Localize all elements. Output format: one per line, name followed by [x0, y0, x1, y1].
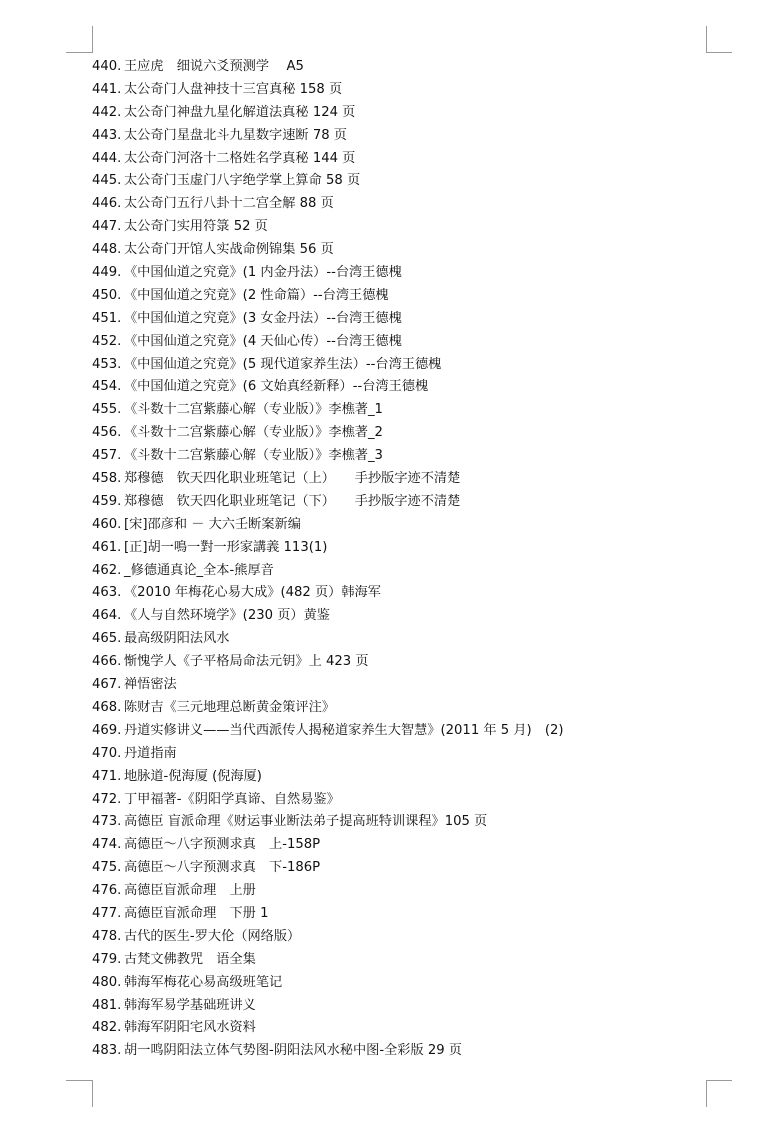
list-item [92, 102, 564, 125]
list-item [92, 995, 564, 1018]
list-item-text: 高德臣 盲派命理《财运事业断法弟子提高班特训课程》105 页 [124, 814, 488, 830]
list-item-number: 480. [92, 974, 122, 990]
list-item [92, 308, 564, 331]
list-item-number: 458. [92, 471, 122, 487]
list-item-text: 禅悟密法 [124, 677, 177, 693]
list-item [92, 560, 564, 583]
list-item-text: _修德通真论_全本-熊厚音 [124, 562, 274, 578]
list-item [92, 720, 564, 743]
list-item-number: 449. [92, 265, 122, 281]
list-item-text: 太公奇门实用符箓 52 页 [124, 219, 268, 235]
list-item-text: 《人与自然环境学》(230 页）黄鉴 [124, 608, 330, 624]
crop-mark-top-right-h [706, 52, 732, 53]
list-item-text: 太公奇门玉虚门八字绝学掌上算命 58 页 [124, 173, 361, 189]
list-item-text: 太公奇门河洛十二格姓名学真秘 144 页 [124, 150, 356, 166]
list-item-number: 442. [92, 104, 122, 120]
list-item-number: 454. [92, 379, 122, 395]
list-item-text: 胡一鸣阴阳法立体气势图-阴阳法风水秘中图-全彩版 29 页 [124, 1043, 462, 1059]
list-item [92, 56, 564, 79]
list-item-number: 461. [92, 539, 122, 555]
list-item-number: 446. [92, 196, 122, 212]
list-item-number: 445. [92, 173, 122, 189]
list-item-number: 473. [92, 814, 122, 830]
list-item [92, 148, 564, 171]
list-item-number: 467. [92, 677, 122, 693]
list-item-text: 丹道指南 [124, 745, 177, 761]
list-item [92, 628, 564, 651]
list-item-number: 472. [92, 791, 122, 807]
list-item-text: 惭愧学人《子平格局命法元钥》上 423 页 [124, 654, 369, 670]
list-item-text: 太公奇门星盘北斗九星数字速断 78 页 [124, 127, 347, 143]
list-item-number: 441. [92, 81, 122, 97]
list-item-text: 陈财吉《三元地理总断黄金策评注》 [124, 699, 335, 715]
list-item-number: 447. [92, 219, 122, 235]
list-item-text: 王应虎 细说六爻预测学 A5 [124, 59, 304, 74]
list-item-number: 448. [92, 242, 122, 258]
list-item-number: 466. [92, 654, 122, 670]
list-item-text: 《中国仙道之究竟》(2 性命篇）--台湾王德槐 [124, 287, 389, 303]
list-item [92, 331, 564, 354]
list-item-number: 462. [92, 562, 122, 578]
list-item-text: 《中国仙道之究竟》(3 女金丹法）--台湾王德槐 [124, 310, 402, 326]
list-item-number: 469. [92, 722, 122, 738]
list-item [92, 766, 564, 789]
list-item [92, 537, 564, 560]
list-item-number: 459. [92, 493, 122, 509]
list-item-number: 440. [92, 59, 122, 74]
list-item-number: 451. [92, 310, 122, 326]
list-item [92, 926, 564, 949]
list-item-number: 476. [92, 883, 122, 899]
list-item [92, 697, 564, 720]
list-item-text: 丹道实修讲义——当代西派传人揭秘道家养生大智慧》(2011 年 5 月) (2) [124, 722, 564, 738]
crop-mark-bottom-right-h [706, 1080, 732, 1081]
list-item-text: 高德臣～八字预测求真 上-158P [124, 837, 321, 853]
list-item [92, 491, 564, 514]
book-list [92, 56, 564, 1063]
list-item [92, 949, 564, 972]
list-item [92, 468, 564, 491]
list-item [92, 262, 564, 285]
list-item [92, 811, 564, 834]
list-item [92, 170, 564, 193]
list-item-text: 《斗数十二宫紫藤心解（专业版）》李樵著_3 [124, 448, 383, 464]
crop-mark-top-left-h [66, 52, 92, 53]
list-item [92, 743, 564, 766]
list-item-number: 444. [92, 150, 122, 166]
list-item-text: 太公奇门开馆人实战命例锦集 56 页 [124, 242, 334, 258]
list-item-text: 地脉道-倪海厦 (倪海厦) [124, 768, 262, 784]
list-item [92, 789, 564, 812]
list-item [92, 285, 564, 308]
list-item-text: 高德臣盲派命理 下册 1 [124, 905, 269, 921]
list-item-number: 464. [92, 608, 122, 624]
list-item-text: 郑穆德 钦天四化职业班笔记（上） 手抄版字迹不清楚 [124, 471, 461, 487]
list-item [92, 605, 564, 628]
crop-mark-bottom-left-h [66, 1080, 92, 1081]
list-item-text: 《斗数十二宫紫藤心解（专业版）》李樵著_1 [124, 402, 383, 418]
list-item [92, 903, 564, 926]
list-item-text: 高德臣～八字预测求真 下-186P [124, 860, 321, 876]
list-item-number: 452. [92, 333, 122, 349]
list-item-number: 479. [92, 951, 122, 967]
list-item [92, 880, 564, 903]
list-item [92, 834, 564, 857]
list-item [92, 582, 564, 605]
list-item-number: 471. [92, 768, 122, 784]
list-item-text: 《中国仙道之究竟》(4 天仙心传）--台湾王德槐 [124, 333, 402, 349]
list-item-number: 482. [92, 1020, 122, 1036]
list-item-text: 韩海军易学基础班讲义 [124, 997, 256, 1013]
list-item [92, 216, 564, 239]
list-item-number: 468. [92, 699, 122, 715]
list-item [92, 1017, 564, 1040]
crop-mark-top-right-v [706, 26, 707, 53]
list-item [92, 857, 564, 880]
list-item-text: 郑穆德 钦天四化职业班笔记（下） 手抄版字迹不清楚 [124, 493, 461, 509]
list-item [92, 399, 564, 422]
list-item [92, 972, 564, 995]
crop-mark-bottom-left-v [92, 1080, 93, 1107]
list-item-text: 最高级阴阳法风水 [124, 631, 230, 647]
crop-mark-bottom-right-v [706, 1080, 707, 1107]
list-item-number: 443. [92, 127, 122, 143]
list-item-text: [宋]邵彦和 － 大六壬断案新编 [124, 516, 301, 532]
list-item-text: 《中国仙道之究竟》(6 文始真经新释）--台湾王德槐 [124, 379, 429, 395]
list-item [92, 514, 564, 537]
list-item [92, 674, 564, 697]
list-item-number: 478. [92, 928, 122, 944]
list-item-number: 456. [92, 425, 122, 441]
list-item-number: 481. [92, 997, 122, 1013]
list-item [92, 239, 564, 262]
list-item [92, 1040, 564, 1063]
list-item-number: 450. [92, 287, 122, 303]
list-item-number: 474. [92, 837, 122, 853]
list-item [92, 125, 564, 148]
list-item-text: 韩海军阴阳宅风水资料 [124, 1020, 256, 1036]
list-item-number: 477. [92, 905, 122, 921]
list-item-number: 460. [92, 516, 122, 532]
list-item-number: 475. [92, 860, 122, 876]
list-item [92, 79, 564, 102]
list-item [92, 422, 564, 445]
crop-mark-top-left-v [92, 26, 93, 53]
list-item [92, 445, 564, 468]
list-item [92, 376, 564, 399]
list-item-number: 463. [92, 585, 122, 601]
list-item-text: 《中国仙道之究竟》(5 现代道家养生法）--台湾王德槐 [124, 356, 442, 372]
list-item-number: 455. [92, 402, 122, 418]
list-item-text: 《斗数十二宫紫藤心解（专业版）》李樵著_2 [124, 425, 383, 441]
list-item-text: 古代的医生-罗大伦（网络版） [124, 928, 301, 944]
list-item-text: 高德臣盲派命理 上册 [124, 883, 256, 899]
list-item-text: 丁甲福著-《阴阳学真谛、自然易鉴》 [124, 791, 340, 807]
list-item [92, 354, 564, 377]
list-item-text: 太公奇门人盘神技十三宫真秘 158 页 [124, 81, 343, 97]
list-item-text: 《中国仙道之究竟》(1 内金丹法）--台湾王德槐 [124, 265, 402, 281]
list-item-text: 太公奇门神盘九星化解道法真秘 124 页 [124, 104, 356, 120]
list-item [92, 651, 564, 674]
list-item-number: 483. [92, 1043, 122, 1059]
list-item-text: [正]胡一鳴一對一形家講義 113(1) [124, 539, 328, 555]
list-item-number: 457. [92, 448, 122, 464]
list-item-text: 古梵文佛教咒 语全集 [124, 951, 256, 967]
list-item-text: 《2010 年梅花心易大成》(482 页）韩海军 [124, 585, 381, 601]
list-item-text: 韩海军梅花心易高级班笔记 [124, 974, 283, 990]
list-item-number: 465. [92, 631, 122, 647]
list-item-text: 太公奇门五行八卦十二宫全解 88 页 [124, 196, 334, 212]
list-item-number: 470. [92, 745, 122, 761]
list-item-number: 453. [92, 356, 122, 372]
list-item [92, 193, 564, 216]
